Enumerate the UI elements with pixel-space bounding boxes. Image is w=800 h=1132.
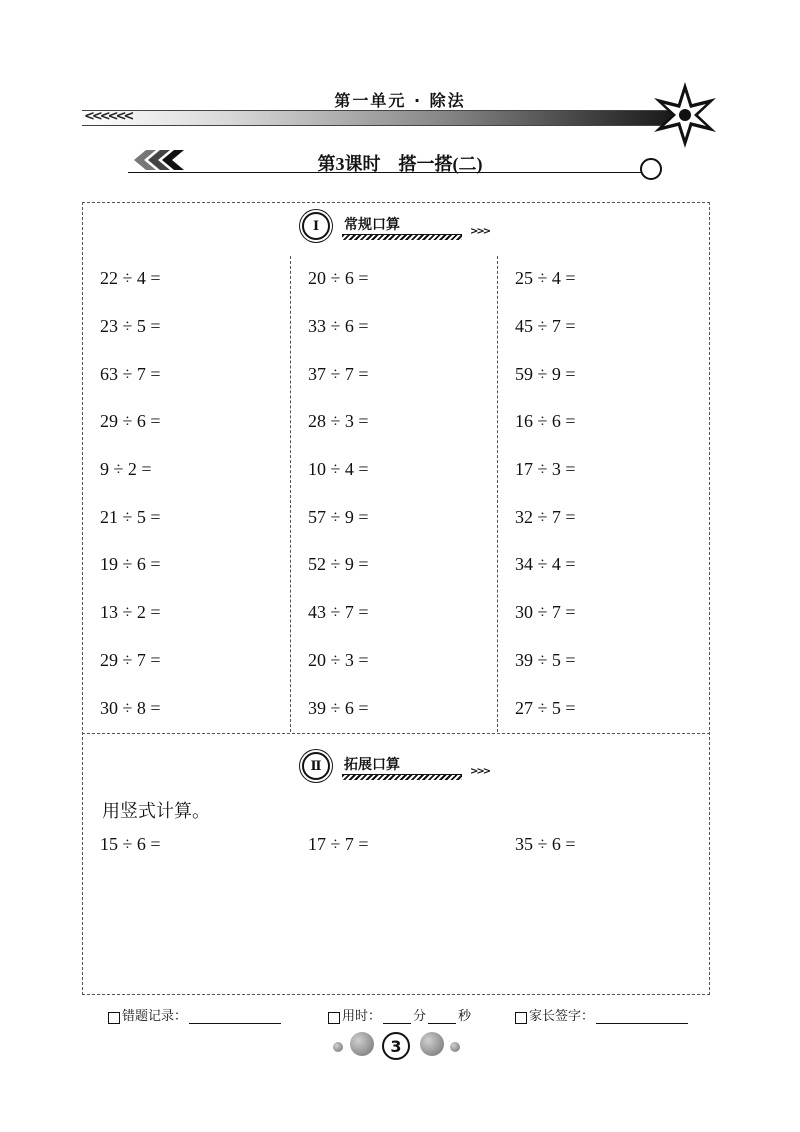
parent-signature-blank[interactable] [596, 1009, 688, 1024]
problem: 30 ÷ 8 = [100, 698, 161, 718]
problem: 30 ÷ 7 = [515, 602, 576, 622]
problem: 63 ÷ 7 = [100, 364, 161, 384]
problem: 9 ÷ 2 = [100, 459, 152, 479]
unit-header-bar [82, 110, 672, 126]
error-record-blank[interactable] [189, 1009, 281, 1024]
problem: 25 ÷ 4 = [515, 268, 576, 288]
lesson-underline [128, 172, 648, 173]
problem: 21 ÷ 5 = [100, 507, 161, 527]
checkbox-icon [328, 1012, 340, 1024]
time-used-label: 用时： [342, 1009, 382, 1024]
problem: 22 ÷ 4 = [100, 268, 161, 288]
section-1-numeral: Ⅰ [302, 212, 330, 240]
problem: 20 ÷ 3 = [308, 650, 369, 670]
section-2-numeral: Ⅱ [302, 752, 330, 780]
section-1-label: 常规口算 [344, 217, 400, 233]
dot-icon [420, 1032, 444, 1056]
problem: 45 ÷ 7 = [515, 316, 576, 336]
problem: 20 ÷ 6 = [308, 268, 369, 288]
instruction-text: 用竖式计算。 [102, 801, 210, 822]
problem: 23 ÷ 5 = [100, 316, 161, 336]
problem: 10 ÷ 4 = [308, 459, 369, 479]
column-divider-2 [497, 256, 498, 732]
chevrons-icon: <<<<<< [84, 109, 132, 124]
problem: 32 ÷ 7 = [515, 507, 576, 527]
extension-problem: 35 ÷ 6 = [515, 834, 576, 854]
problem: 33 ÷ 6 = [308, 316, 369, 336]
section-2-label: 拓展口算 [344, 757, 400, 773]
parent-signature-label: 家长签字： [529, 1009, 595, 1024]
minutes-label: 分 [413, 1009, 427, 1024]
lesson-circle-icon [640, 158, 662, 180]
problem: 29 ÷ 6 = [100, 411, 161, 431]
dot-icon [450, 1042, 460, 1052]
checkbox-icon [515, 1012, 527, 1024]
problem: 59 ÷ 9 = [515, 364, 576, 384]
problem: 19 ÷ 6 = [100, 554, 161, 574]
problem: 57 ÷ 9 = [308, 507, 369, 527]
problem: 37 ÷ 7 = [308, 364, 369, 384]
error-record-label: 错题记录： [122, 1009, 188, 1024]
seconds-label: 秒 [458, 1009, 472, 1024]
problem: 39 ÷ 5 = [515, 650, 576, 670]
seconds-blank[interactable] [428, 1009, 456, 1024]
problem: 13 ÷ 2 = [100, 602, 161, 622]
checkbox-icon [108, 1012, 120, 1024]
problem: 17 ÷ 3 = [515, 459, 576, 479]
section-2-badge [302, 752, 502, 782]
problem: 29 ÷ 7 = [100, 650, 161, 670]
exercise-box [82, 202, 710, 995]
extension-problem: 15 ÷ 6 = [100, 834, 161, 854]
column-divider-1 [290, 256, 291, 732]
arrows-icon: >>> [470, 766, 490, 777]
problem: 27 ÷ 5 = [515, 698, 576, 718]
minutes-blank[interactable] [383, 1009, 411, 1024]
problem: 34 ÷ 4 = [515, 554, 576, 574]
section-divider [82, 733, 710, 734]
time-used-field [328, 1005, 471, 1024]
dot-icon [333, 1042, 343, 1052]
problem: 16 ÷ 6 = [515, 411, 576, 431]
dot-icon [350, 1032, 374, 1056]
arrows-icon: >>> [470, 226, 490, 237]
parent-signature-field [515, 1005, 690, 1024]
problem: 52 ÷ 9 = [308, 554, 369, 574]
lesson-title: 第3课时 搭一搭(二) [317, 154, 483, 174]
unit-title: 第一单元 · 除法 [334, 91, 466, 110]
extension-problem: 17 ÷ 7 = [308, 834, 369, 854]
problem: 43 ÷ 7 = [308, 602, 369, 622]
problem: 28 ÷ 3 = [308, 411, 369, 431]
badge-stripe [342, 774, 462, 780]
badge-stripe [342, 234, 462, 240]
section-1-badge [302, 212, 502, 242]
page-number: 3 [382, 1032, 410, 1060]
decorative-star-icon [650, 80, 720, 150]
problem: 39 ÷ 6 = [308, 698, 369, 718]
error-record-field [108, 1005, 283, 1024]
